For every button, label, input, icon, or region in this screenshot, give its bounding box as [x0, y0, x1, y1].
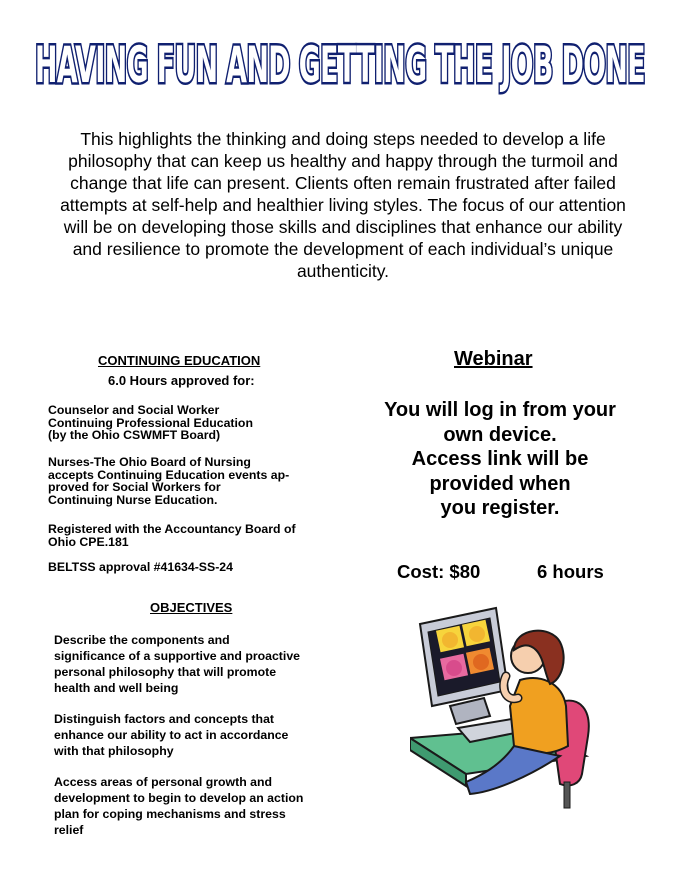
- intro-paragraph: This highlights the thinking and doing steps needed to develop a life philosophy that can keep us healthy and happy through the turmoil and change that life can present. Clients often remain frustrated after failed attempts at self-help and healthier living styles. The focus of our attention will be on developing those skills and disciplines that enhance our ability and resilience to promote the development of each individual’s unique authenticity.: [60, 129, 626, 281]
- nurses-credit: Nurses-The Ohio Board of Nursing accepts Continuing Education events ap- proved for Social Workers for Continuing Nurse Education.: [48, 455, 290, 507]
- objective-item: Access areas of personal growth and development to begin to develop an action plan for coping mechanisms and stress relief: [54, 775, 304, 837]
- banner-title: [30, 28, 651, 100]
- objectives-heading: OBJECTIVES: [150, 600, 233, 615]
- continuing-education-subheading: 6.0 Hours approved for:: [108, 373, 255, 388]
- beltss-credit: BELTSS approval #41634-SS-24: [48, 560, 233, 574]
- accountancy-credit: Registered with the Accountancy Board of Ohio CPE.181: [48, 522, 296, 549]
- woman-at-computer-illustration: [410, 606, 600, 810]
- counselor-credit: Counselor and Social Worker Continuing Professional Education (by the Ohio CSWMFT Board): [48, 403, 253, 443]
- login-instructions: You will log in from your own device. Access link will be provided when you register.: [384, 399, 616, 519]
- hours-label: 6 hours: [537, 561, 604, 582]
- banner-title-text: HAVING FUN AND GETTING THE JOB DONE: [35, 36, 646, 94]
- continuing-education-heading: CONTINUING EDUCATION: [98, 353, 261, 368]
- webinar-title: Webinar: [454, 348, 533, 370]
- cost-label: Cost: $80: [397, 561, 481, 582]
- objective-item: Distinguish factors and concepts that enhance our ability to act in accordance with that philosophy: [54, 712, 289, 758]
- objective-item: Describe the components and significance of a supportive and proactive personal philosophy that will promote health and well being: [54, 633, 300, 695]
